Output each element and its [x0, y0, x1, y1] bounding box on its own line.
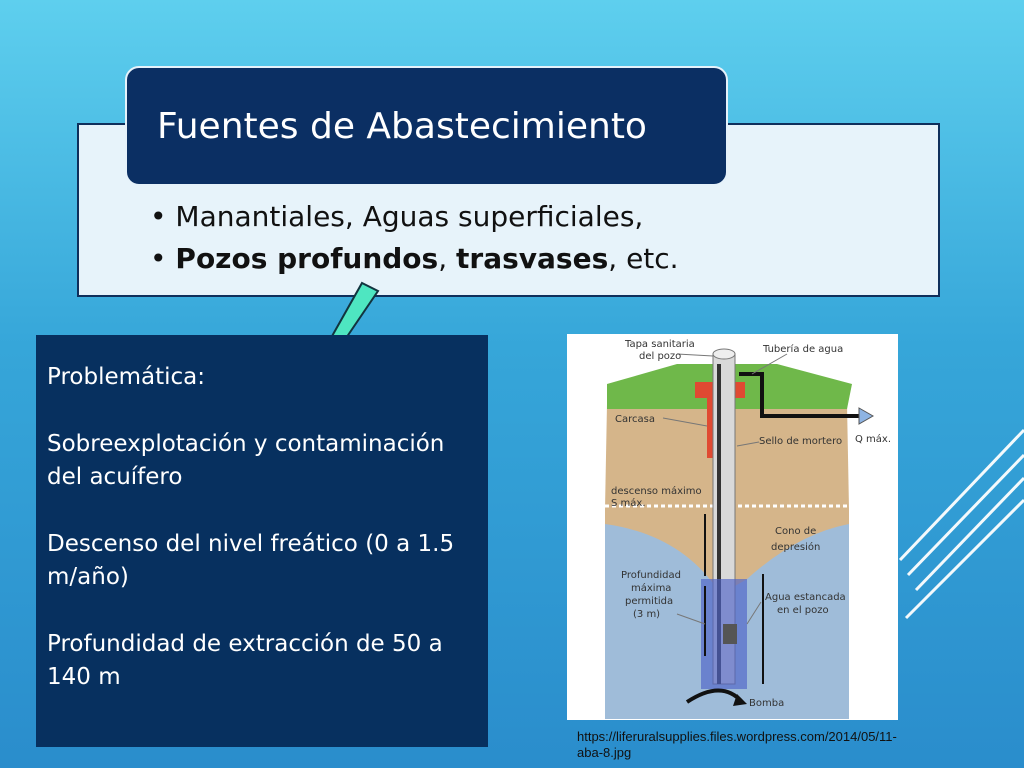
bullet-glyph: • — [150, 200, 167, 233]
label-qmax: Q máx. — [855, 434, 892, 445]
panel-point-overexploitation: Sobreexplotación y contaminación del acuífero — [47, 431, 445, 490]
caption-line-2: aba-8.jpg — [577, 745, 632, 760]
label-tapa-2: del pozo — [639, 351, 682, 362]
label-profundidad-3: permitida — [625, 596, 674, 607]
label-profundidad-4: (3 m) — [633, 609, 661, 620]
well-diagram-illustration — [567, 334, 898, 720]
bullet-rest: , etc. — [608, 242, 679, 275]
label-cono-1: Cono de — [775, 526, 817, 537]
problem-panel — [36, 335, 488, 747]
image-source-caption[interactable] — [577, 729, 977, 761]
label-profundidad-1: Profundidad — [621, 570, 682, 581]
bullet-item-2 — [150, 238, 679, 280]
bullet-list — [150, 196, 679, 280]
label-carcasa: Carcasa — [615, 414, 655, 425]
label-agua-2: en el pozo — [777, 605, 829, 616]
bullet-bold-trasvases: trasvases — [456, 242, 609, 275]
caption-line-1: https://liferuralsupplies.files.wordpress.com/2014/05/11- — [577, 729, 897, 744]
panel-point-depth: Profundidad de extracción de 50 a 140 m — [47, 631, 443, 690]
bullet-text: Manantiales, Aguas superficiales, — [175, 200, 644, 233]
label-tuberia: Tubería de agua — [763, 344, 844, 355]
bullet-separator: , — [438, 242, 457, 275]
bullet-glyph: • — [150, 242, 167, 275]
well-diagram — [567, 334, 898, 720]
label-descenso-1: descenso máximo — [611, 486, 702, 497]
bullet-item-1 — [150, 196, 679, 238]
label-cono-2: depresión — [771, 542, 821, 553]
panel-heading: Problemática: — [47, 364, 206, 390]
bullet-bold-pozos: Pozos profundos — [175, 242, 439, 275]
label-tapa-1: Tapa sanitaria — [625, 339, 695, 350]
label-bomba: Bomba — [749, 698, 785, 709]
label-agua-1: Agua estancada — [765, 592, 846, 603]
label-profundidad-2: máxima — [631, 583, 672, 594]
label-descenso-2: S máx. — [611, 498, 646, 509]
label-sello: Sello de mortero — [759, 436, 843, 447]
slide-title: Fuentes de Abastecimiento — [125, 66, 728, 186]
panel-point-water-table: Descenso del nivel freático (0 a 1.5 m/año) — [47, 531, 455, 590]
